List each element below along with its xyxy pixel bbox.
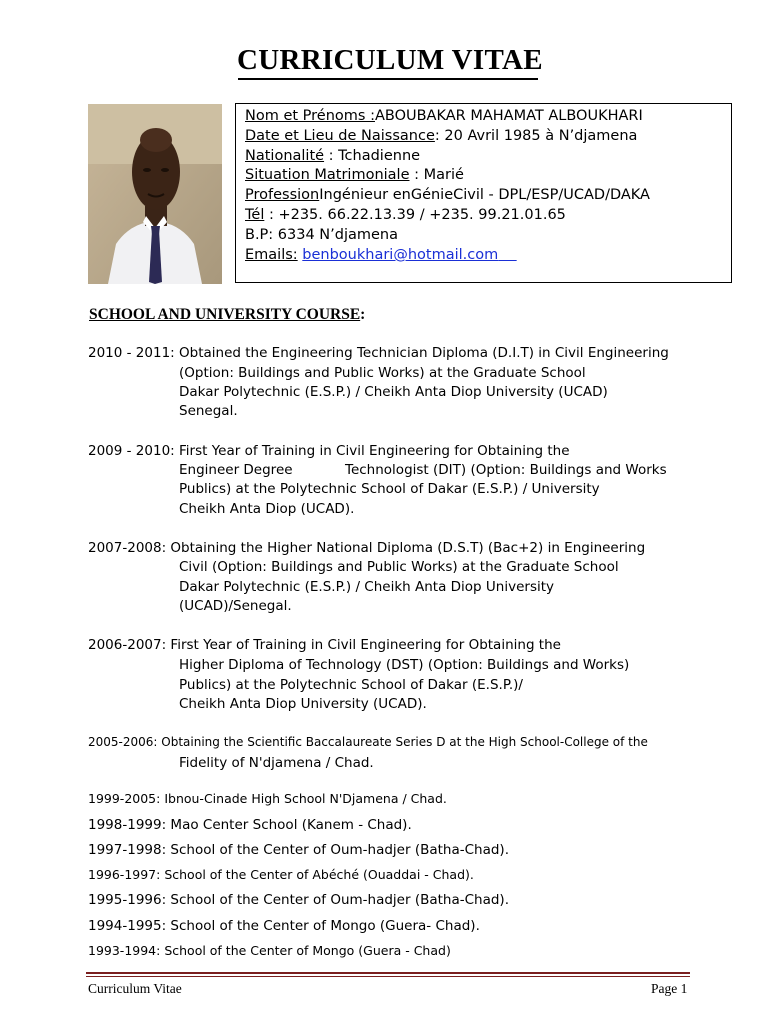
school-list-item: 1998-1999: Mao Center School (Kanem - Chad). — [88, 817, 412, 833]
profile-photo — [88, 104, 222, 284]
birth-value: : 20 Avril 1985 à N’djamena — [434, 128, 638, 144]
marital-status-label: Situation Matrimoniale — [245, 167, 410, 183]
school-list-item: 1999-2005: Ibnou-Cinade High School N'Djamena / Chad. — [88, 791, 447, 806]
entry-line: Cheikh Anta Diop (UCAD). — [179, 501, 355, 517]
school-list-item: 1997-1998: School of the Center of Oum-hadjer (Batha-Chad). — [88, 842, 509, 858]
footer-rule-thin — [86, 976, 690, 977]
entry-line: Senegal. — [179, 403, 238, 419]
title-underline — [238, 78, 538, 80]
entry-line: (Option: Buildings and Public Works) at the Graduate School — [179, 365, 586, 381]
email-link[interactable]: benboukhari@hotmail.com — [302, 247, 499, 263]
school-list-item: 1993-1994: School of the Center of Mongo (Guera - Chad) — [88, 943, 451, 958]
entry-line: 2005-2006: Obtaining the Scientific Baccalaureate Series D at the High School-College of the — [88, 735, 648, 749]
page-title: CURRICULUM VITAE — [237, 44, 543, 76]
entry-line: Technologist (DIT) (Option: Buildings and Works — [345, 462, 667, 478]
name-label: Nom et Prénoms : — [245, 108, 375, 124]
name-row — [245, 108, 643, 124]
postal-box: B.P: 6334 N’djamena — [245, 227, 399, 243]
entry-line: Civil (Option: Buildings and Public Works) at the Graduate School — [179, 559, 619, 575]
school-list-item: 1994-1995: School of the Center of Mongo (Guera- Chad). — [88, 918, 480, 934]
school-list-item: 1996-1997: School of the Center of Abéché (Ouaddai - Chad). — [88, 867, 474, 882]
entry-line: 2010 - 2011: Obtained the Engineering Technician Diploma (D.I.T) in Civil Engineering — [88, 345, 669, 361]
nationality-row — [245, 148, 420, 164]
entry-line: Fidelity of N'djamena / Chad. — [179, 755, 374, 771]
phone-row — [245, 207, 566, 223]
phone-label: Tél — [245, 207, 265, 223]
email-label: Emails: — [245, 247, 298, 263]
footer-page-number: Page 1 — [651, 981, 688, 996]
profession-value: Ingénieur enGénieCivil - DPL/ESP/UCAD/DAKA — [319, 187, 650, 203]
entry-line: (UCAD)/Senegal. — [179, 598, 292, 614]
name-value: ABOUBAKAR MAHAMAT ALBOUKHARI — [374, 108, 643, 124]
section-heading-text: SCHOOL AND UNIVERSITY COURSE — [89, 306, 361, 323]
entry-line: Dakar Polytechnic (E.S.P.) / Cheikh Anta Diop University (UCAD) — [179, 384, 608, 400]
profession-row — [245, 187, 650, 203]
entry-line: 2009 - 2010: First Year of Training in Civil Engineering for Obtaining the — [88, 443, 570, 459]
personal-info-box — [235, 103, 732, 283]
entry-line: Higher Diploma of Technology (DST) (Option: Buildings and Works) — [179, 657, 630, 673]
birth-row — [245, 128, 637, 144]
footer-doc-title: Curriculum Vitae — [88, 981, 182, 996]
phone-value: : +235. 66.22.13.39 / +235. 99.21.01.65 — [264, 207, 566, 223]
marital-status-row — [245, 167, 464, 183]
birth-label: Date et Lieu de Naissance — [245, 128, 435, 144]
profession-label: Profession — [245, 187, 320, 203]
entry-line: Publics) at the Polytechnic School of Dakar (E.S.P.)/ — [179, 677, 523, 693]
school-list-item: 1995-1996: School of the Center of Oum-hadjer (Batha-Chad). — [88, 892, 509, 908]
marital-status-value: : Marié — [409, 167, 464, 183]
section-heading-colon: : — [360, 306, 366, 323]
entry-line: 2006-2007: First Year of Training in Civil Engineering for Obtaining the — [88, 637, 561, 653]
footer-rule — [86, 972, 690, 974]
email-row — [245, 247, 517, 263]
section-heading — [89, 306, 365, 324]
entry-line: 2007-2008: Obtaining the Higher National Diploma (D.S.T) (Bac+2) in Engineering — [88, 540, 646, 556]
nationality-label: Nationalité — [245, 148, 325, 164]
entry-line: Engineer Degree — [179, 462, 293, 478]
entry-line: Cheikh Anta Diop University (UCAD). — [179, 696, 427, 712]
entry-line: Dakar Polytechnic (E.S.P.) / Cheikh Anta Diop University — [179, 579, 555, 595]
entry-line: Publics) at the Polytechnic School of Dakar (E.S.P.) / University — [179, 481, 600, 497]
nationality-value: : Tchadienne — [324, 148, 421, 164]
